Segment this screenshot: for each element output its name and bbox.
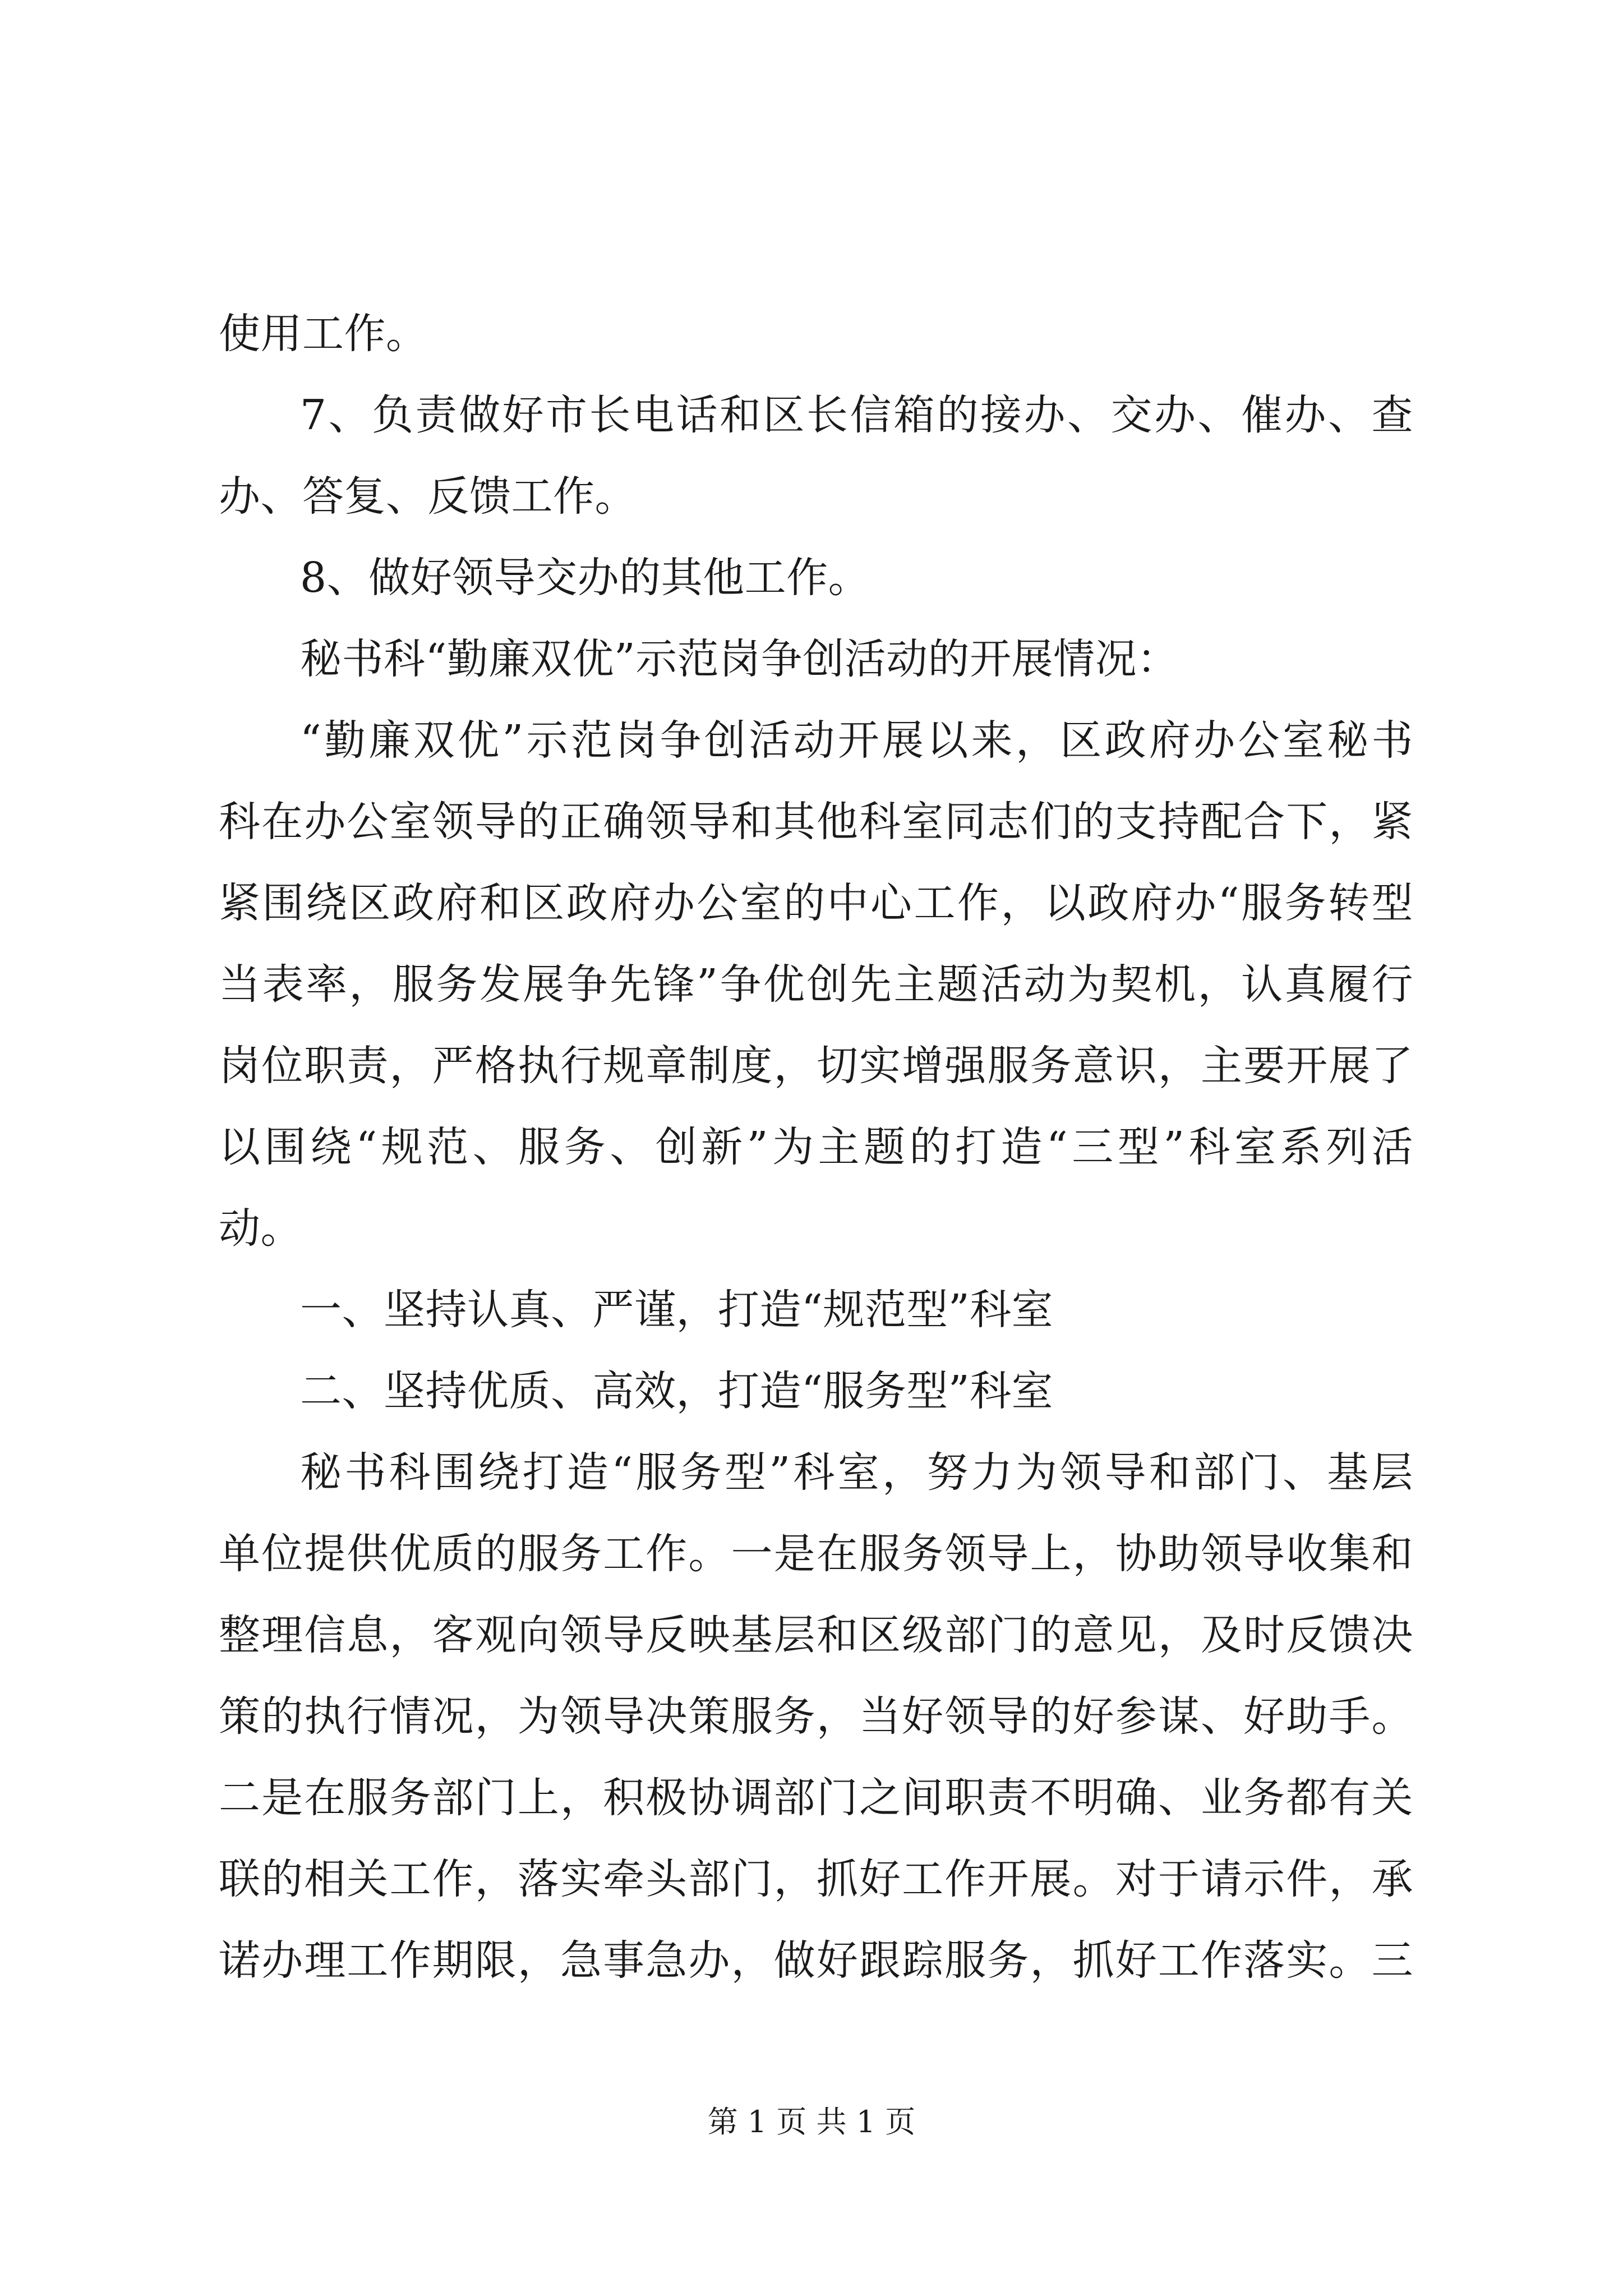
text-line: 7、负责做好市长电话和区长信箱的接办、交办、催办、查 — [300, 391, 1413, 439]
text-line: 科在办公室领导的正确领导和其他科室同志们的支持配合下，紧 — [219, 798, 1413, 846]
text-line: 整理信息，客观向领导反映基层和区级部门的意见，及时反馈决 — [219, 1611, 1413, 1659]
text-line: 联的相关工作，落实牵头部门，抓好工作开展。对于请示件，承 — [219, 1855, 1413, 1903]
section-heading: 一、坚持认真、严谨，打造“规范型”科室 — [300, 1286, 1054, 1334]
text-line: 8、做好领导交办的其他工作。 — [300, 554, 870, 602]
text-line: 策的执行情况，为领导决策服务，当好领导的好参谋、好助手。 — [219, 1692, 1413, 1741]
text-line: 使用工作。 — [219, 310, 428, 358]
text-line: 岗位职责，严格执行规章制度，切实增强服务意识，主要开展了 — [219, 1042, 1413, 1090]
text-line: 办、答复、反馈工作。 — [219, 472, 637, 521]
text-line: 秘书科围绕打造“服务型”科室，努力为领导和部门、基层 — [300, 1448, 1413, 1497]
text-line: 以围绕“规范、服务、创新”为主题的打造“三型”科室系列活 — [219, 1123, 1413, 1171]
text-line: 二是在服务部门上，积极协调部门之间职责不明确、业务都有关 — [219, 1774, 1413, 1822]
text-line: 紧围绕区政府和区政府办公室的中心工作，以政府办“服务转型 — [219, 879, 1413, 927]
section-heading: 二、坚持优质、高效，打造“服务型”科室 — [300, 1367, 1054, 1415]
text-line: 当表率，服务发展争先锋”争优创先主题活动为契机，认真履行 — [219, 960, 1413, 1009]
text-line: 秘书科“勤廉双优”示范岗争创活动的开展情况： — [300, 635, 1179, 683]
page-number-footer: 第 1 页 共 1 页 — [707, 2104, 916, 2139]
text-line: 诺办理工作期限，急事急办，做好跟踪服务，抓好工作落实。三 — [219, 1936, 1413, 1985]
text-line: 动。 — [219, 1204, 302, 1253]
text-line: “勤廉双优”示范岗争创活动开展以来，区政府办公室秘书 — [300, 716, 1413, 765]
text-line: 单位提供优质的服务工作。一是在服务领导上，协助领导收集和 — [219, 1530, 1413, 1578]
